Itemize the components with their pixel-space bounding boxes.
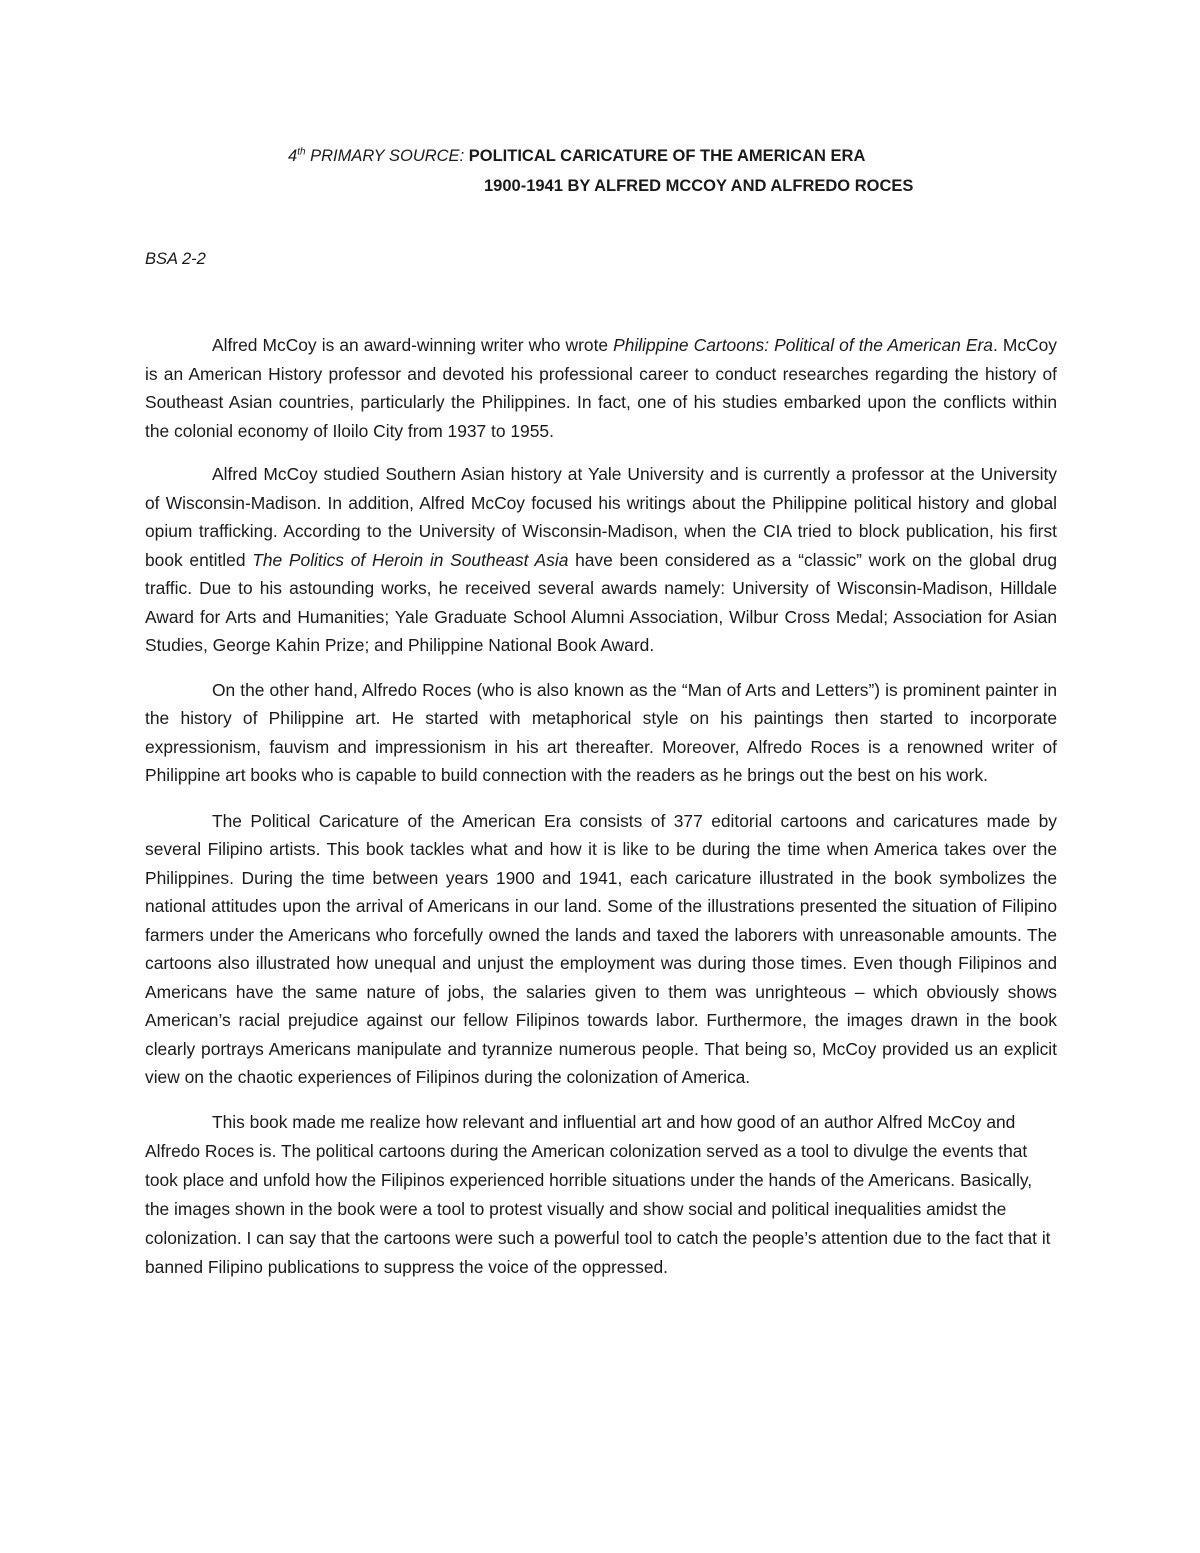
title-number: 4 xyxy=(288,147,298,165)
paragraph-1-text-a: Alfred McCoy is an award-winning writer who wrote xyxy=(212,335,614,355)
paragraph-1-text-b: . McCoy is an American History professor and devoted his professional career to conduct researches regarding the history of Southeast Asian countries, particularly the Philippines. In fact, one of his studies embarked upon the conflicts within the colonial economy of Iloilo City from 1937 to 1955. xyxy=(145,335,1057,441)
document-body xyxy=(145,331,1057,1282)
document-subtitle: 1900-1941 BY ALFRED MCCOY AND ALFREDO ROCES xyxy=(484,177,914,195)
title-label: PRIMARY SOURCE: xyxy=(310,147,465,165)
paragraph-2-text-b: have been considered as a “classic” work on the global drug traffic. Due to his astounding works, he received several awards namely: University of Wisconsin-Madison, Hilldale Award for Arts and Humanities; Yale Graduate School Alumni Association, Wilbur Cross Medal; Association for Asian Studies, George Kahin Prize; and Philippine National Book Award. xyxy=(145,549,1058,655)
paragraph-1-book-title: Philippine Cartoons: Political of the American Era xyxy=(613,335,993,355)
paragraph-2-book-title: The Politics of Heroin in Southeast Asia xyxy=(252,549,569,570)
paragraph-2-text-a: Alfred McCoy studied Southern Asian history at Yale University and is currently a professor at the University of Wisconsin-Madison. In addition, Alfred McCoy focused his writings about the Philippine political history and global opium trafficking. According to the University of Wisconsin-Madison, when the CIA tried to block publication, his first book entitled xyxy=(145,464,1057,570)
paragraph-2 xyxy=(145,460,1057,660)
title-main: POLITICAL CARICATURE OF THE AMERICAN ERA xyxy=(468,147,866,165)
title-superscript: th xyxy=(297,146,306,158)
paragraph-4: The Political Caricature of the American Era consists of 377 editorial cartoons and caricatures made by several Filipino artists. This book tackles what and how it is like to be during the time when America takes over the Philippines. During the time between years 1900 and 1941, each caricature illustrated in the book symbolizes the national attitudes upon the arrival of Americans in our land. Some of the illustrations presented the situation of Filipino farmers under the Americans who forcefully owned the lands and taxed the laborers with unreasonable amounts. The cartoons also illustrated how unequal and unjust the employment was during those times. Even though Filipinos and Americans have the same nature of jobs, the salaries given to them was unrighteous – which obviously shows American’s racial prejudice against our fellow Filipinos towards labor. Furthermore, the images drawn in the book clearly portrays Americans manipulate and tyrannize numerous people. That being so, McCoy provided us an explicit view on the chaotic experiences of Filipinos during the colonization of America. xyxy=(145,810,1057,1087)
title-label-group xyxy=(288,147,464,165)
section-label: BSA 2-2 xyxy=(145,250,206,268)
paragraph-1 xyxy=(145,331,1057,445)
paragraph-5: This book made me realize how relevant and influential art and how good of an author Alfred McCoy and Alfredo Roces is. The political cartoons during the American colonization served as a tool to divulge the events that took place and unfold how the Filipinos experienced horrible situations under the hands of the Americans. Basically, the images shown in the book were a tool to protest visually and show social and political inequalities amidst the colonization. I can say that the cartoons were such a powerful tool to catch the people’s attention due to the fact that it banned Filipino publications to suppress the voice of the oppressed. xyxy=(145,1111,1051,1277)
paragraph-3: On the other hand, Alfredo Roces (who is also known as the “Man of Arts and Letters”) is prominent painter in the history of Philippine art. He started with metaphorical style on his paintings then started to incorporate expressionism, fauvism and impressionism in his art thereafter. Moreover, Alfredo Roces is a renowned writer of Philippine art books who is capable to build connection with the readers as he brings out the best on his work. xyxy=(145,679,1057,785)
document-title xyxy=(288,143,865,169)
